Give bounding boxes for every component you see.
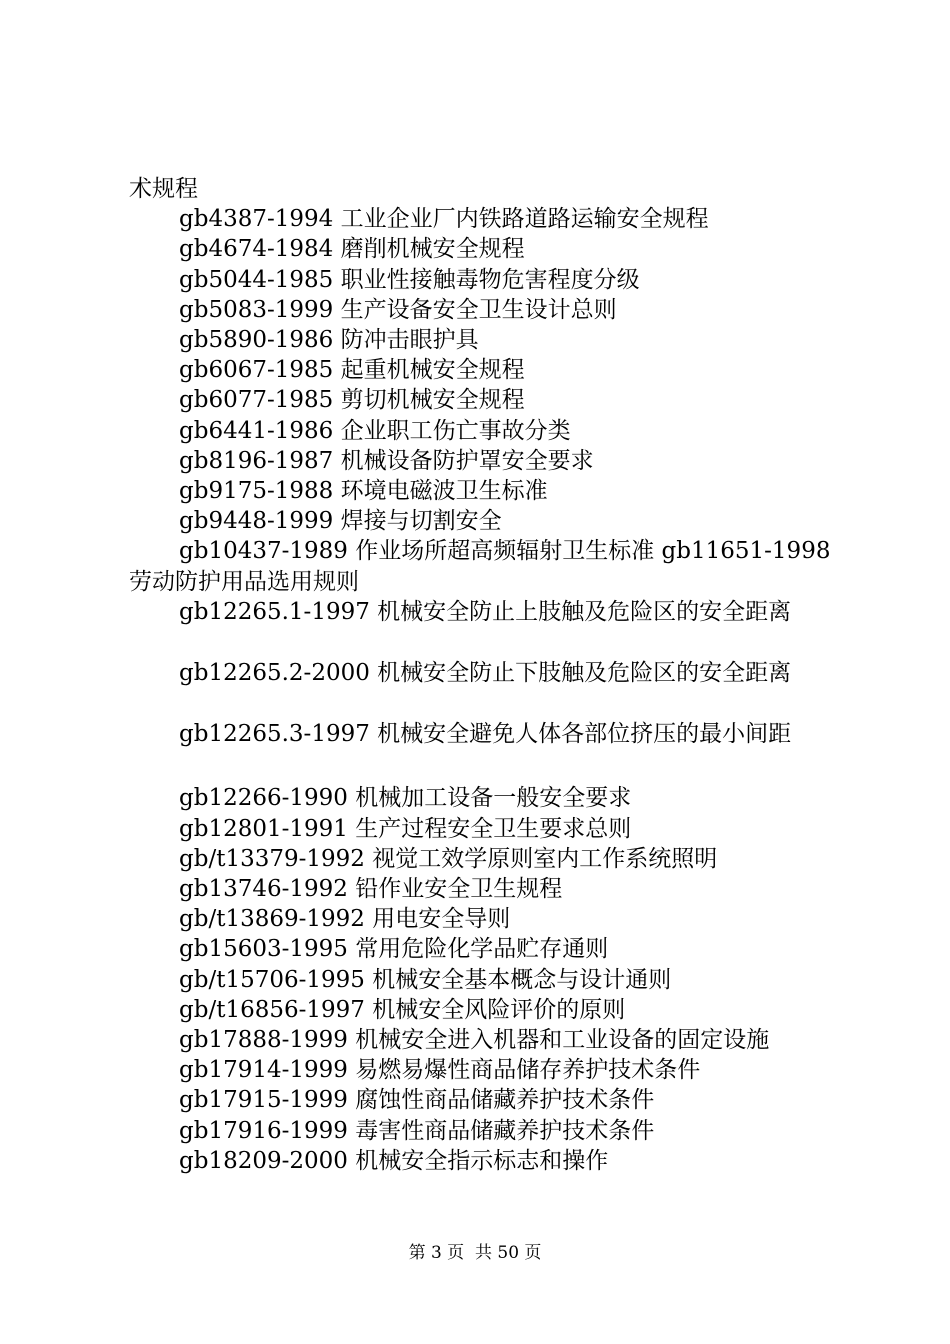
- standard-item: gb5890-1986 防冲击眼护具: [179, 327, 479, 354]
- standard-item: gb6441-1986 企业职工伤亡事故分类: [179, 417, 571, 444]
- standard-item: gb18209-2000 机械安全指示标志和操作: [179, 1147, 609, 1174]
- standard-item: gb/t13379-1992 视觉工效学原则室内工作系统照明: [179, 845, 718, 872]
- standard-item: gb12801-1991 生产过程安全卫生要求总则: [179, 815, 632, 842]
- standard-item: gb12266-1990 机械加工设备一般安全要求: [179, 785, 632, 812]
- standard-item: gb4387-1994 工业企业厂内铁路道路运输安全规程: [179, 206, 709, 233]
- document-body: [129, 174, 849, 1176]
- standard-item: gb5044-1985 职业性接触毒物危害程度分级: [179, 266, 640, 293]
- standard-item: gb/t16856-1997 机械安全风险评价的原则: [179, 996, 626, 1023]
- standard-item: gb12265.3-1997 机械安全避免人体各部位挤压的最小间距: [179, 721, 792, 748]
- standard-item: gb10437-1989 作业场所超高频辐射卫生标准 gb11651-1998: [179, 538, 831, 565]
- standard-item: gb13746-1992 铅作业安全卫生规程: [179, 876, 563, 903]
- standard-item: gb12265.2-2000 机械安全防止下肢触及危险区的安全距离: [179, 660, 792, 687]
- standard-item: gb/t13869-1992 用电安全导则: [179, 906, 511, 933]
- page-number-footer: 第 3 页 共 50 页: [408, 1243, 542, 1263]
- standard-item: gb6067-1985 起重机械安全规程: [179, 357, 525, 384]
- standard-item: gb9448-1999 焊接与切割安全: [179, 508, 502, 535]
- standard-item: gb15603-1995 常用危险化学品贮存通则: [179, 936, 609, 963]
- standard-item: gb8196-1987 机械设备防护罩安全要求: [179, 447, 594, 474]
- standard-item: gb9175-1988 环境电磁波卫生标准: [179, 478, 548, 505]
- standard-item: gb4674-1984 磨削机械安全规程: [179, 236, 525, 263]
- standard-item: gb17915-1999 腐蚀性商品储藏养护技术条件: [179, 1087, 655, 1114]
- standard-item: gb17916-1999 毒害性商品储藏养护技术条件: [179, 1117, 655, 1144]
- standard-item: gb/t15706-1995 机械安全基本概念与设计通则: [179, 966, 672, 993]
- standard-item: gb12265.1-1997 机械安全防止上肢触及危险区的安全距离: [179, 598, 792, 625]
- standard-item: gb6077-1985 剪切机械安全规程: [179, 387, 525, 414]
- standard-item: gb17914-1999 易燃易爆性商品储存养护技术条件: [179, 1057, 701, 1084]
- standard-item: gb17888-1999 机械安全进入机器和工业设备的固定设施: [179, 1027, 770, 1054]
- text-line: 劳动防护用品选用规则: [129, 568, 359, 595]
- standard-item: gb5083-1999 生产设备安全卫生设计总则: [179, 296, 617, 323]
- text-line: 术规程: [129, 176, 198, 202]
